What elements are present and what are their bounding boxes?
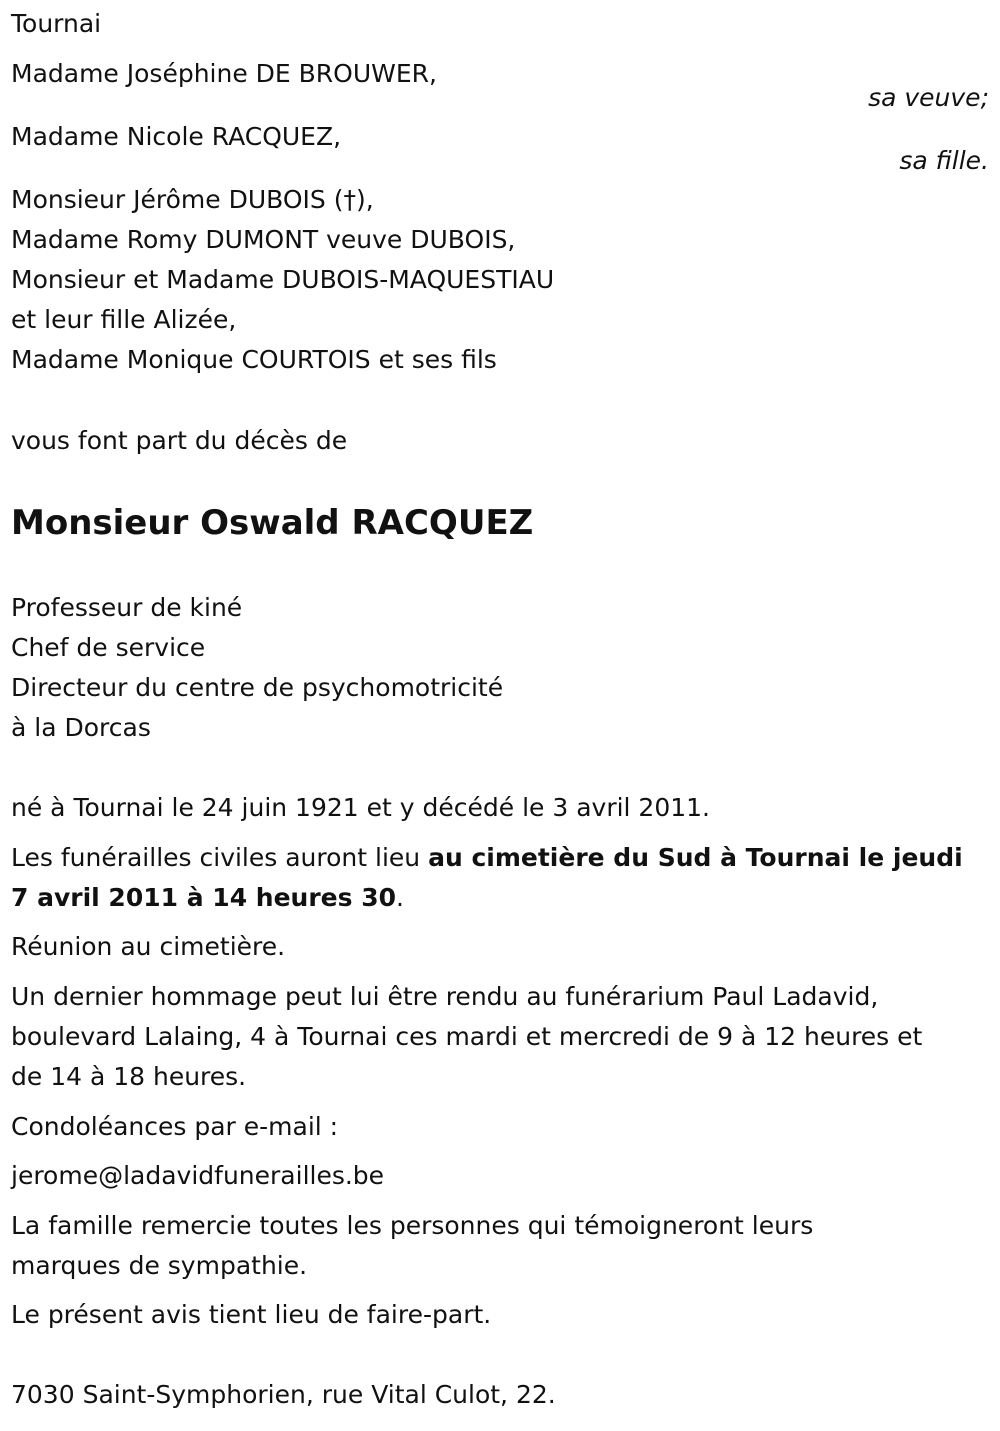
announcement: vous font part du décès de (11, 426, 348, 455)
family-member: Monsieur et Madame DUBOIS-MAQUESTIAU (11, 265, 555, 294)
title-line: Chef de service (11, 633, 206, 662)
daughter-name: Madame Nicole RACQUEZ, (11, 122, 342, 151)
title-line: Directeur du centre de psychomotricité (11, 673, 504, 702)
funeral-intro: Les funérailles civiles auront lieu (11, 843, 429, 872)
deceased-name: Monsieur Oswald RACQUEZ (11, 503, 534, 543)
family-member: Monsieur Jérôme DUBOIS (†), (11, 185, 374, 214)
funeral-end: . (396, 883, 404, 912)
city: Tournai (11, 9, 102, 38)
family-member: Madame Monique COURTOIS et ses fils (11, 345, 497, 374)
condolences-email[interactable]: jerome@ladavidfunerailles.be (11, 1161, 385, 1190)
family-member: Madame Romy DUMONT veuve DUBOIS, (11, 225, 516, 254)
thanks-line: La famille remercie toutes les personnes qui témoigneront leurs (11, 1211, 814, 1240)
funeral-line-1 (11, 838, 963, 878)
widow-name: Madame Joséphine DE BROUWER, (11, 59, 437, 88)
tribute-line: de 14 à 18 heures. (11, 1062, 247, 1091)
daughter-role: sa fille. (899, 146, 989, 175)
condolences-label: Condoléances par e-mail : (11, 1112, 339, 1141)
title-line: à la Dorcas (11, 713, 151, 742)
notice: Le présent avis tient lieu de faire-part. (11, 1300, 492, 1329)
tribute-line: boulevard Lalaing, 4 à Tournai ces mardi et mercredi de 9 à 12 heures et (11, 1022, 923, 1051)
funeral-place: au cimetière du Sud à Tournai le jeudi (428, 843, 963, 872)
birth-death: né à Tournai le 24 juin 1921 et y décédé le 3 avril 2011. (11, 793, 710, 822)
address: 7030 Saint-Symphorien, rue Vital Culot, 22. (11, 1380, 556, 1409)
funeral-line-2 (11, 878, 404, 918)
widow-role: sa veuve; (868, 83, 989, 112)
funeral-time: 7 avril 2011 à 14 heures 30 (11, 883, 396, 912)
tribute-line: Un dernier hommage peut lui être rendu au funérarium Paul Ladavid, (11, 982, 879, 1011)
title-line: Professeur de kiné (11, 593, 243, 622)
meeting: Réunion au cimetière. (11, 932, 286, 961)
family-member: et leur fille Alizée, (11, 305, 237, 334)
thanks-line: marques de sympathie. (11, 1251, 308, 1280)
